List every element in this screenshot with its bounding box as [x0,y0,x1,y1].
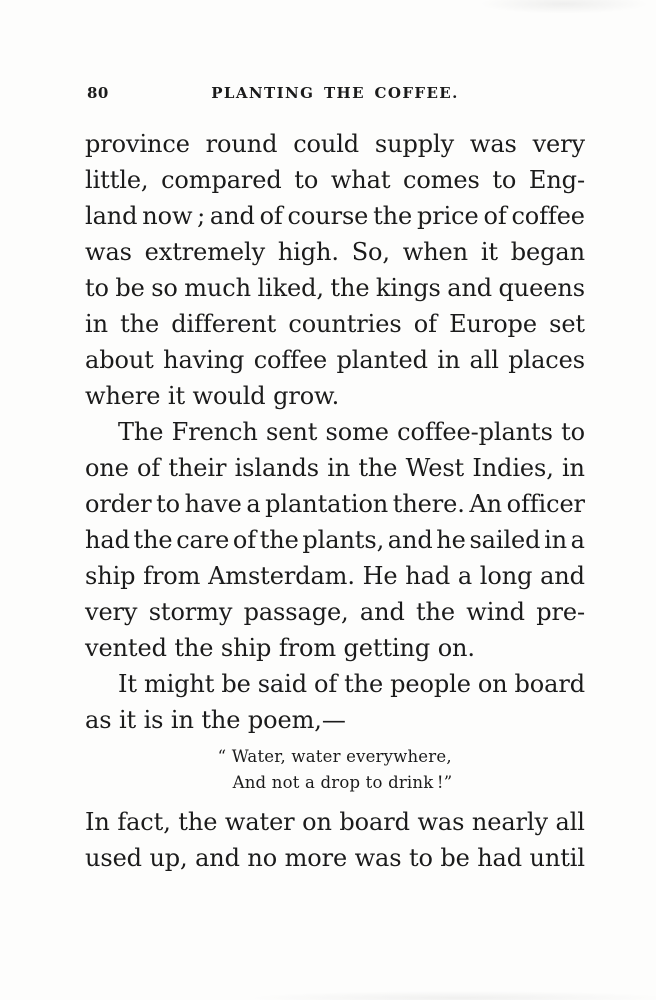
paragraph [85,126,585,414]
text-line: land now ; and of course the price of coffee [85,202,585,230]
text-line: was extremely high. So, when it began [85,238,585,266]
text-line: little, compared to what comes to Eng- [85,166,585,194]
page-body [85,126,585,876]
running-title: PLANTING THE COFFEE. [211,84,459,102]
text-line: where it would grow. [85,382,340,410]
text-line: had the care of the plants, and he sailed in a [85,526,585,554]
text-line: used up, and no more was to be had until [85,844,585,872]
text-line: in the different countries of Europe set [85,310,585,338]
text-line: to be so much liked, the kings and queens [85,274,585,302]
text-line: The French sent some coffee-plants to [118,418,585,446]
text-line: one of their islands in the West Indies, in [85,454,585,482]
verse-line: And not a drop to drink !” [232,773,453,792]
text-line: It might be said of the people on board [118,670,585,698]
text-line: order to have a plantation there. An officer [85,490,585,518]
verse-quote-inner [218,744,453,796]
text-line: very stormy passage, and the wind pre- [85,598,585,626]
running-head [85,82,585,104]
page-number: 80 [87,84,109,102]
text-line: In fact, the water on board was nearly all [85,808,585,836]
text-line: about having coffee planted in all places [85,346,585,374]
text-line: vented the ship from getting on. [85,634,475,662]
verse-line: “ Water, water everywhere, [217,747,452,766]
paragraph [85,804,585,876]
verse-quote [85,744,585,796]
text-line: province round could supply was very [85,130,585,158]
paragraph [85,666,585,738]
paragraph [85,414,585,666]
text-line: ship from Amsterdam. He had a long and [85,562,585,590]
text-line: as it is in the poem,— [85,706,346,734]
